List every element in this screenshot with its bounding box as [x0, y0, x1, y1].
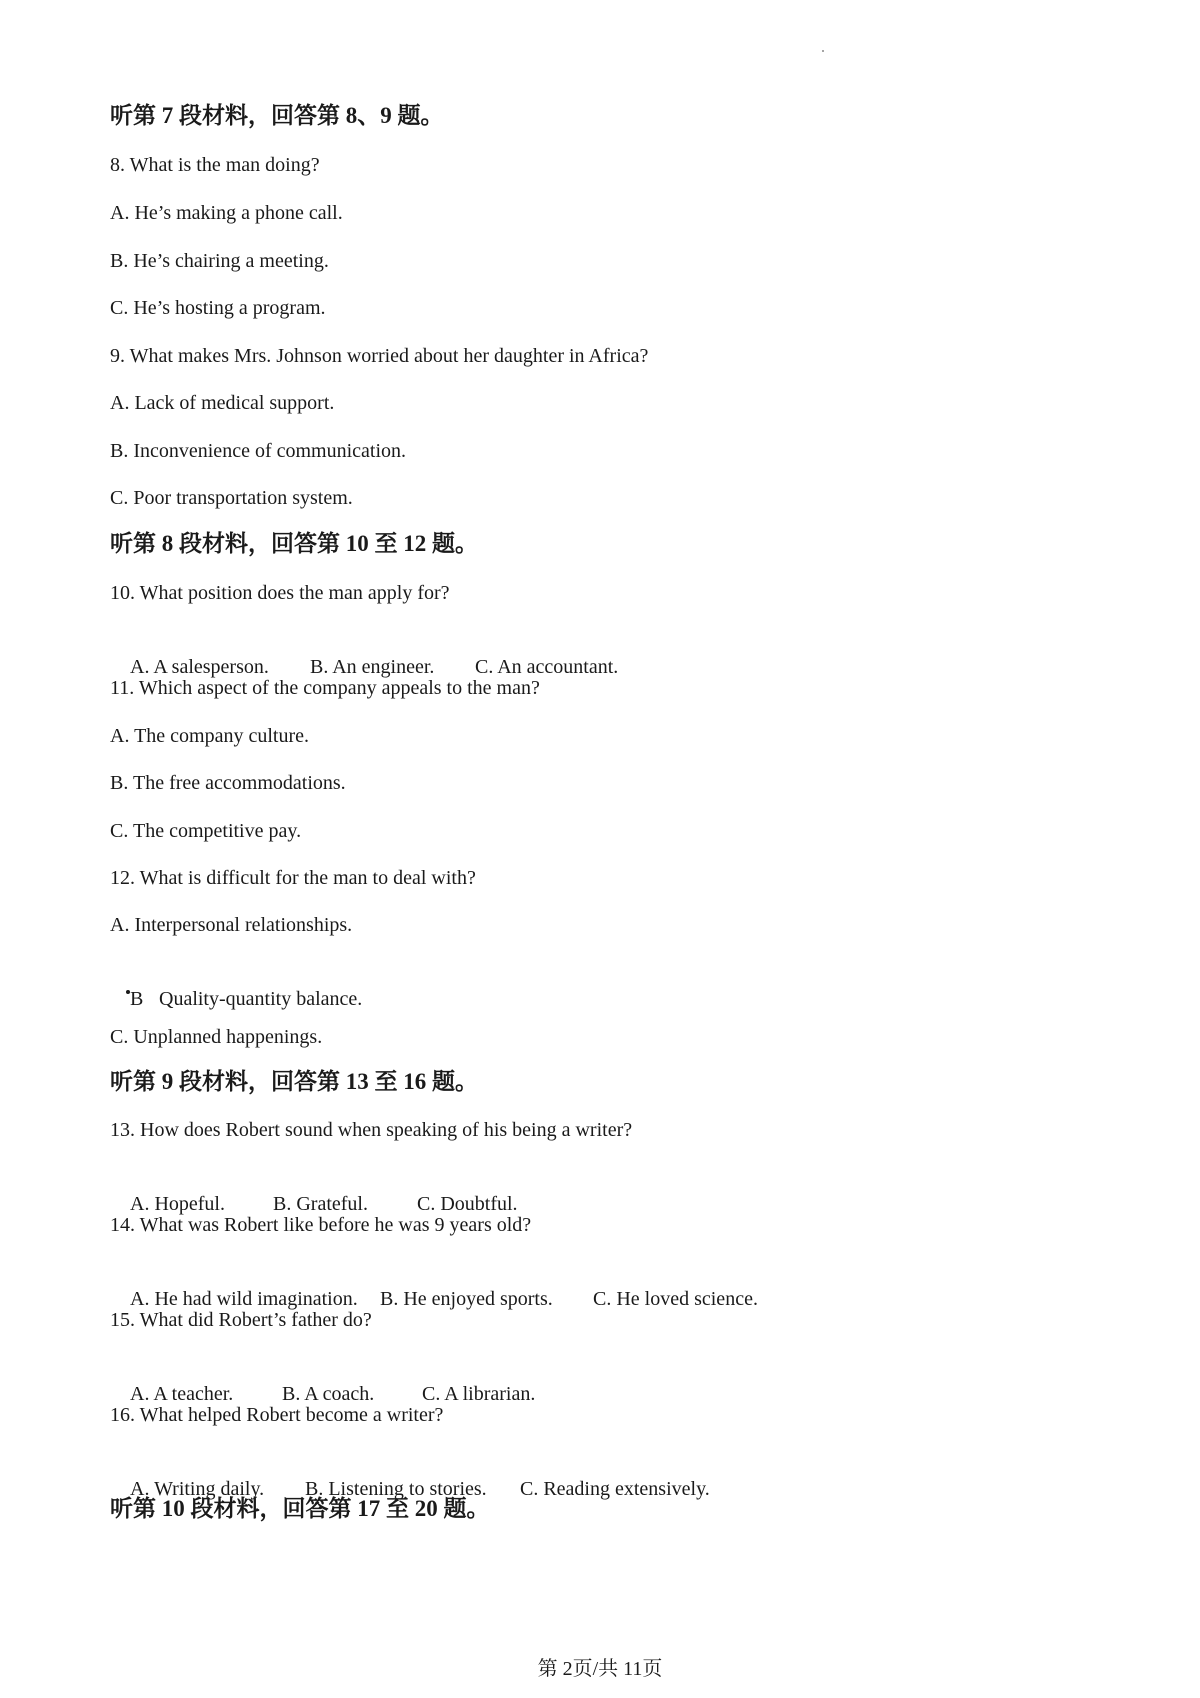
q12-option-a: A. Interpersonal relationships.: [110, 914, 353, 936]
q12-option-b-letter: B: [130, 988, 144, 1010]
section-heading-9: 听第 9 段材料，回答第 13 至 16 题。: [110, 1069, 478, 1094]
q13-option-b: B. Grateful.: [273, 1193, 368, 1215]
stray-period-dot: [126, 990, 130, 994]
q9-option-c: C. Poor transportation system.: [110, 487, 353, 509]
q14-option-b: B. He enjoyed sports.: [380, 1288, 553, 1310]
section-heading-10: 听第 10 段材料，回答第 17 至 20 题。: [110, 1496, 490, 1521]
q12-option-c: C. Unplanned happenings.: [110, 1026, 323, 1048]
question-12: 12. What is difficult for the man to deal with?: [110, 867, 476, 889]
q16-option-a: A. Writing daily.: [130, 1478, 265, 1500]
question-14: 14. What was Robert like before he was 9 years old?: [110, 1214, 532, 1236]
question-8: 8. What is the man doing?: [110, 154, 320, 176]
question-16: 16. What helped Robert become a writer?: [110, 1404, 444, 1426]
q10-option-b: B. An engineer.: [310, 656, 435, 678]
q9-option-b: B. Inconvenience of communication.: [110, 440, 407, 462]
section-heading-8: 听第 8 段材料，回答第 10 至 12 题。: [110, 531, 478, 556]
question-10: 10. What position does the man apply for?: [110, 582, 450, 604]
question-9: 9. What makes Mrs. Johnson worried about her daughter in Africa?: [110, 345, 649, 367]
q13-option-a: A. Hopeful.: [130, 1193, 225, 1215]
section-heading-7: 听第 7 段材料，回答第 8、9 题。: [110, 103, 444, 128]
q16-option-c: C. Reading extensively.: [520, 1478, 710, 1500]
q10-option-c: C. An accountant.: [475, 656, 619, 678]
question-15: 15. What did Robert’s father do?: [110, 1309, 372, 1331]
q12-option-b-text: Quality-quantity balance.: [159, 988, 363, 1010]
q8-option-c: C. He’s hosting a program.: [110, 297, 326, 319]
q15-option-c: C. A librarian.: [422, 1383, 536, 1405]
question-11: 11. Which aspect of the company appeals to the man?: [110, 677, 540, 699]
scan-speck: [822, 50, 824, 52]
page-number-footer: 第 2页/共 11页: [537, 1658, 663, 1680]
q8-option-b: B. He’s chairing a meeting.: [110, 250, 329, 272]
q11-option-b: B. The free accommodations.: [110, 772, 346, 794]
q11-option-a: A. The company culture.: [110, 725, 310, 747]
question-13: 13. How does Robert sound when speaking of his being a writer?: [110, 1119, 633, 1141]
q10-option-a: A. A salesperson.: [130, 656, 269, 678]
q15-option-a: A. A teacher.: [130, 1383, 234, 1405]
q8-option-a: A. He’s making a phone call.: [110, 202, 343, 224]
q16-option-b: B. Listening to stories.: [305, 1478, 487, 1500]
q13-option-c: C. Doubtful.: [417, 1193, 518, 1215]
q11-option-c: C. The competitive pay.: [110, 820, 302, 842]
q9-option-a: A. Lack of medical support.: [110, 392, 335, 414]
q14-option-c: C. He loved science.: [593, 1288, 758, 1310]
q14-option-a: A. He had wild imagination.: [130, 1288, 358, 1310]
q15-option-b: B. A coach.: [282, 1383, 375, 1405]
